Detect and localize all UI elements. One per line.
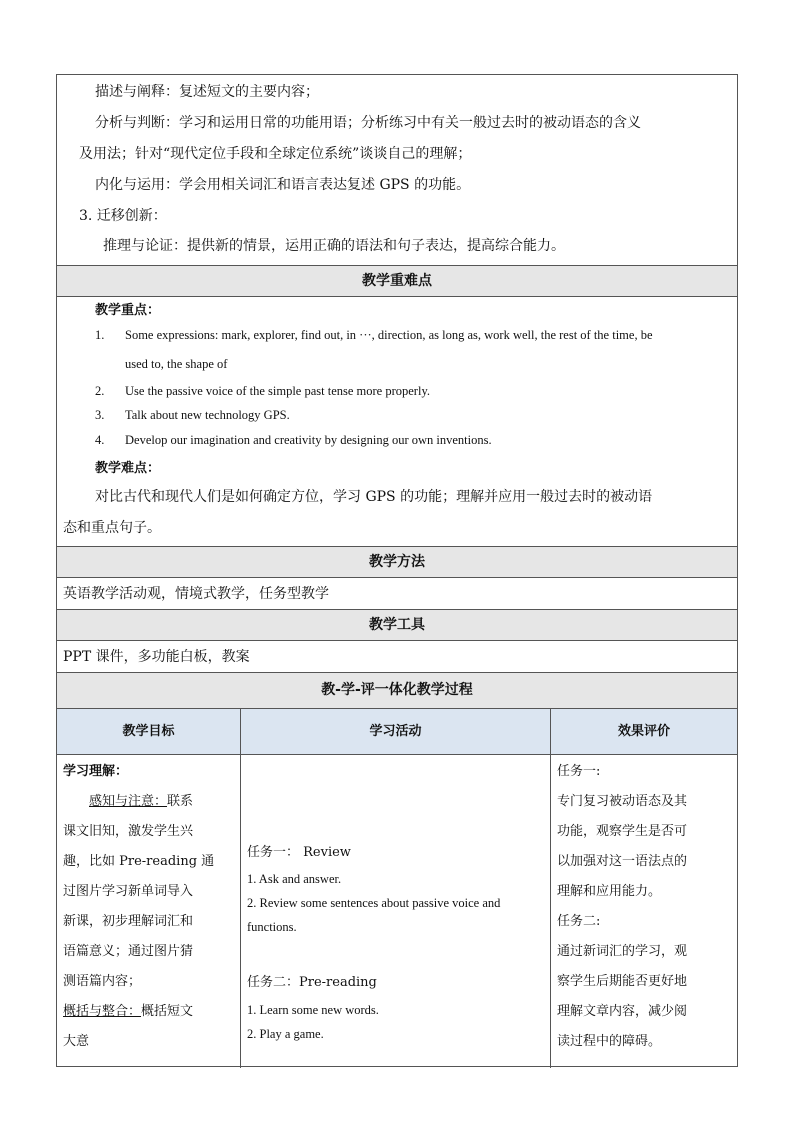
intro-line-2: 分析与判断：学习和运用日常的功能用语；分析练习中有关一般过去时的被动语态的含义 (95, 115, 641, 131)
eval-line-8: 察学生后期能否更好地 (557, 974, 688, 989)
process-table (57, 709, 737, 1068)
difficulty-line-2: 态和重点句子。 (63, 520, 161, 536)
key-points-header (57, 266, 737, 296)
lesson-plan-table (56, 74, 738, 1067)
goal-line-5: 语篇意义；通过图片猜 (63, 944, 194, 959)
intro-section (57, 75, 737, 265)
task1-title: 任务一： Review (247, 845, 351, 860)
intro-line-4: 内化与运用：学会用相关词汇和语言表达复述 GPS 的功能。 (95, 177, 471, 193)
goal-line-4: 新课，初步理解词汇和 (63, 914, 194, 929)
eval-line-2: 专门复习被动语态及其 (557, 794, 688, 809)
eval-line-6: 任务二: (557, 914, 601, 929)
task1-item-2-cont: functions. (247, 920, 297, 934)
evaluation-cell (557, 757, 735, 1057)
goal-line-1: 课文旧知，激发学生兴 (63, 824, 194, 839)
intro-line-6: 推理与论证：提供新的情景，运用正确的语法和句子表达，提高综合能力。 (103, 238, 565, 254)
goal-line-2: 趣，比如 Pre-reading 通 (63, 854, 215, 869)
perceive-label: 感知与注意： (89, 794, 168, 809)
focus-title: 教学重点： (95, 303, 161, 318)
task1-item-2: 2. Review some sentences about passive voice and (247, 896, 501, 910)
tools-section (57, 641, 737, 672)
goal-line-6: 测语篇内容； (63, 974, 142, 989)
goal-title: 学习理解： (63, 764, 129, 779)
method-header (57, 547, 737, 577)
difficulty-title: 教学难点： (95, 461, 161, 476)
process-header (57, 673, 737, 708)
eval-line-5: 理解和应用能力。 (557, 884, 662, 899)
column-header-evaluation: 效果评价 (551, 709, 737, 754)
tools-content: PPT 课件，多功能白板，教案 (63, 649, 250, 665)
activity-cell (247, 709, 547, 1068)
task2-item-1: 1. Learn some new words. (247, 1003, 379, 1017)
key-points-section: 教学重点： 1. Some expressions: mark, explorer, find out, in ···, direction, as long as, work well, the rest of the time, be used to, the shape of 2. Use the passive voice of the simple past tense more properly. 3. Talk about new technology GPS. 4. Develop our imagination and creativity by designing our own inventions. 教学难点： 对比古代和现代人们是如何确定方位，学习 GPS 的功能；理解并应用一般过去时的被动语 态和重点句子。 (57, 297, 737, 546)
tools-title: 教学工具 (369, 617, 425, 633)
key-points-title: 教学重难点 (362, 273, 432, 289)
task2-item-2: 2. Play a game. (247, 1027, 324, 1041)
column-header-goal: 教学目标 (57, 709, 240, 754)
intro-line-3: 及用法；针对“现代定位手段和全球定位系统”谈谈自己的理解； (79, 146, 472, 162)
method-section (57, 578, 737, 609)
eval-line-1: 任务一: (557, 764, 601, 779)
intro-line-5: 3. 迁移创新： (79, 208, 167, 224)
intro-line-1: 描述与阐释：复述短文的主要内容； (95, 84, 319, 100)
process-title: 教-学-评一体化教学过程 (321, 682, 473, 698)
tools-header (57, 610, 737, 640)
goal-cell: 学习理解： 感知与注意：联系 课文旧知，激发学生兴 趣，比如 Pre-reading 通 过图片学习新单词导入 新课，初步理解词汇和 语篇意义；通过图片猜 测语篇内容； 概括与整合：概括短文 大意 (63, 757, 235, 1057)
method-content: 英语教学活动观，情境式教学，任务型教学 (63, 586, 329, 602)
goal-line-3: 过图片学习新单词导入 (63, 884, 194, 899)
eval-line-3: 功能，观察学生是否可 (557, 824, 688, 839)
method-title: 教学方法 (369, 554, 425, 570)
summary-label: 概括与整合： (63, 1004, 142, 1019)
goal-last: 大意 (63, 1034, 90, 1049)
column-header-activity: 学习活动 (241, 709, 550, 754)
eval-line-4: 以加强对这一语法点的 (557, 854, 688, 869)
eval-line-9: 理解文章内容，减少阅 (557, 1004, 688, 1019)
task2-title: 任务二：Pre-reading (247, 975, 377, 990)
task1-item-1: 1. Ask and answer. (247, 872, 342, 886)
difficulty-line-1: 对比古代和现代人们是如何确定方位，学习 GPS 的功能；理解并应用一般过去时的被动语 (95, 489, 653, 505)
eval-line-7: 通过新词汇的学习，观 (557, 944, 688, 959)
eval-line-10: 读过程中的障碍。 (557, 1034, 662, 1049)
